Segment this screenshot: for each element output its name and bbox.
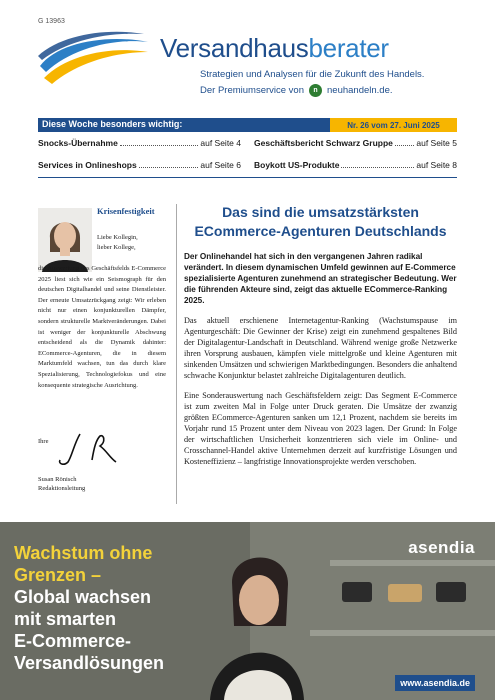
author-portrait <box>38 208 92 272</box>
toc-leader <box>341 167 414 168</box>
signer-name: Susan Rönisch <box>38 476 77 483</box>
toc-item[interactable] <box>38 160 241 170</box>
premium-brand: neuhandeln.de. <box>327 85 393 96</box>
toc-item-title: Services in Onlineshops <box>38 160 137 170</box>
toc-leader <box>120 145 199 146</box>
toc-item-page: auf Seite 5 <box>416 138 457 148</box>
greeting-line: lieber Kollege, <box>97 244 136 251</box>
greeting-line: Liebe Kollegin, <box>97 234 138 241</box>
ad-url-link[interactable]: www.asendia.de <box>395 675 475 691</box>
editorial-closing: Ihre <box>38 438 49 445</box>
editorial-body: die Auswertung des Geschäftsfelds E-Commerce 2025 liest sich wie ein Seismograph für den deutschen Digitalhandel und seine Dienstleister. Der erneute Umsatzrückgang zeigt: Wir erleben nicht nur einen konjunkturellen Dämpfer, sondern strukturelle Marktveränderungen. Dabei ist weniger der konjunkturelle Abschwung entscheidend als die Dynamik dahinter: ECommerce-Agenturen, die in diesem Marktumfeld wachsen, tun das durch klare Spezialisierung, Technologiefokus und eine konsequente strategische Ausrichtung. <box>38 265 166 389</box>
toc-leader <box>139 167 199 168</box>
toc-item-page: auf Seite 8 <box>416 160 457 170</box>
article-paragraph: Eine Sonderauswertung nach Geschäftsfeldern zeigt: Das Segment E-Commerce ist zum zweiten Mal in Folge unter Druck geraten. Die Umsätze der zwanzig größten ECommerce-Agenturen sanken um 12,1 Prozent, nachdem sie bereits im Vorjahr rund 15 Prozent unter dem Niveau von 2023 lagen. Der Grund: In Folge der wirtschaftlichen Unsicherheit konzentrieren sich viele im Online- und Crosschannel-Handel aktive Unternehmen derzeit auf kurzfristige Lösungen und Kosteneffizienz – langfristige Innovationsprojekte werden verschoben. <box>184 391 457 466</box>
signer-role: Redaktionsleitung <box>38 485 86 492</box>
toc-item-title: Snocks-Übernahme <box>38 138 118 148</box>
toc-item-page: auf Seite 4 <box>200 138 241 148</box>
brand-tagline: Strategien und Analysen für die Zukunft des Handels. <box>200 69 425 80</box>
editorial-greeting <box>97 233 138 253</box>
advertisement-banner[interactable] <box>0 522 495 700</box>
ad-line: E-Commerce- <box>14 631 132 651</box>
handwritten-signature <box>50 430 130 470</box>
toc-item[interactable] <box>254 160 457 170</box>
article-lead: Der Onlinehandel hat sich in den vergangenen Jahren radikal verändert. In diesem dynamischen Umfeld gewinnen auf E-Commerce spezialisierte Agenturen zunehmend an strategischer Bedeutung. Wer die führenden Akteure sind, zeigt das aktuelle ECommerce-Ranking 2025. <box>184 252 457 305</box>
ad-line: mit smarten <box>14 609 117 629</box>
ad-line: Wachstum ohne <box>14 543 153 563</box>
article-headline: Das sind die umsatzstärksten ECommerce-Agenturen Deutschlands <box>194 204 447 239</box>
brand-logo-swoosh <box>38 28 150 88</box>
highlights-title: Diese Woche besonders wichtig: <box>42 119 183 129</box>
toc-item[interactable] <box>254 138 457 148</box>
brand-title <box>160 33 389 64</box>
ad-line: Global wachsen <box>14 587 152 607</box>
toc-divider <box>38 177 457 178</box>
editorial-title: Krisenfestigkeit <box>97 206 155 216</box>
neuhandeln-logo-icon: n <box>309 84 322 97</box>
brand-title-part1: Versandhaus <box>160 33 309 63</box>
premium-line <box>200 84 393 97</box>
highlights-bar <box>38 118 457 132</box>
main-article <box>184 203 457 468</box>
signer <box>38 475 85 493</box>
publication-code: G 13963 <box>38 18 65 25</box>
ad-line: Grenzen – <box>14 565 102 585</box>
ad-line: Versandlösungen <box>14 653 165 673</box>
toc-leader <box>395 145 414 146</box>
article-paragraph: Das aktuell erschienene Internetagentur-Ranking (Wachstumspause im Agenturgeschäft: Die Gewinner der Krise) zeigt ein zunehmend gespaltenes Bild der Digitalagentur-Landschaft in Deutschland. Während wenige große Netzwerke ihren Vorsprung ausbauen, kämpfen viele mittelgroße und kleine Agenturen mit sinkenden Umsätzen und schwierigen Marktbedingungen. Besonders die anhaltend schwache Konjunktur belastet zahlreiche Digitalagenturen deutlich. <box>184 316 457 380</box>
toc-item-title: Geschäftsbericht Schwarz Gruppe <box>254 138 393 148</box>
ad-headline <box>14 542 164 674</box>
brand-title-part2: berater <box>308 33 389 63</box>
toc-item-page: auf Seite 6 <box>200 160 241 170</box>
toc-item[interactable] <box>38 138 241 148</box>
toc-item-title: Boykott US-Produkte <box>254 160 340 170</box>
premium-prefix: Der Premiumservice von <box>200 85 304 96</box>
column-divider <box>176 204 177 504</box>
issue-badge: Nr. 26 vom 27. Juni 2025 <box>330 118 457 132</box>
asendia-logo: asendia <box>408 538 475 557</box>
